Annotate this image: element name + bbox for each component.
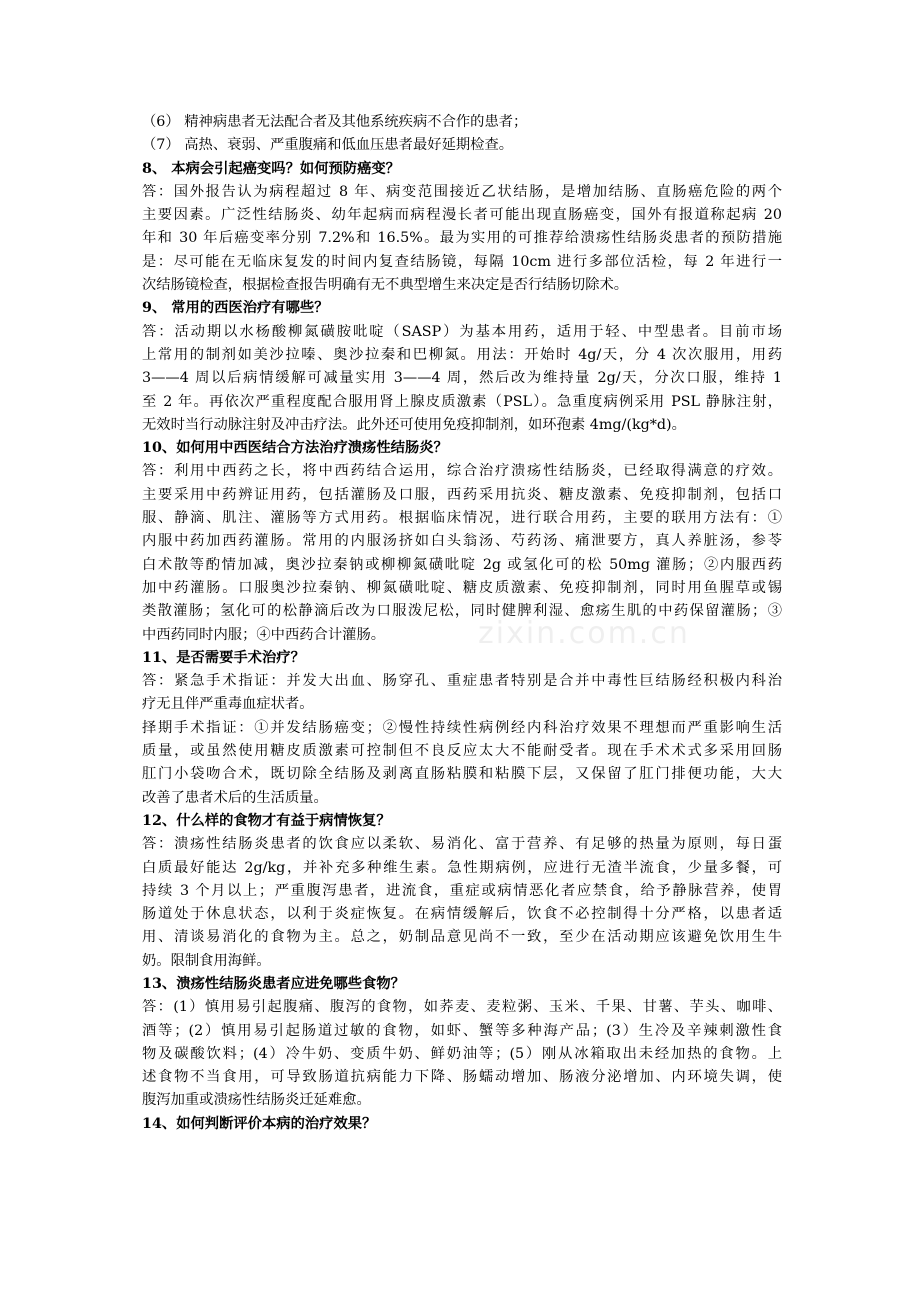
text-line: 3——4 周以后病情缓解可减量实用 3——4 周，然后改为维持量 2g/天，分次口服，维持 1 — [142, 370, 782, 387]
text-line: 改善了患者术后的生活质量。 — [142, 789, 328, 806]
text-line: 类散灌肠；氢化可的松静滴后改为口服泼尼松，同时健脾利湿、愈疡生肌的中药保留灌肠；③ — [142, 603, 782, 620]
text-line: 无效时当行动脉注射及冲击疗法。此外还可使用免疫抑制剂，如环孢素 4mg/(kg*d)。 — [142, 416, 686, 433]
text-line: 疗无且伴严重毒血症状者。 — [142, 696, 314, 713]
text-line: 肠道处于休息状态，以利于炎症恢复。在病情缓解后，饮食不必控制得十分严格，以患者适 — [142, 906, 782, 923]
text-line: 肛门小袋吻合术，既切除全结肠及剥离直肠粘膜和粘膜下层，又保留了肛门排便功能，大大 — [142, 766, 782, 783]
text-line: 答：紧急手术指证：并发大出血、肠穿孔、重症患者特别是合并中毒性巨结肠经积极内科治 — [142, 673, 782, 690]
question-heading: 13、溃疡性结肠炎患者应进免哪些食物？ — [142, 975, 405, 992]
text-line: 加中药灌肠。口服奥沙拉秦钠、柳氮磺吡啶、糖皮质激素、免疫抑制剂，同时用鱼腥草或锡 — [142, 579, 782, 596]
question-heading: 12、什么样的食物才有益于病情恢复？ — [142, 812, 391, 829]
text-line: 上常用的制剂如美沙拉嗪、奥沙拉秦和巴柳氮。用法：开始时 4g/天，分 4 次次服用，用药 — [142, 346, 782, 363]
question-heading: 10、如何用中西医结合方法治疗溃疡性结肠炎？ — [142, 440, 448, 457]
text-line: 用、清谈易消化的食物为主。总之，奶制品意见尚不一致，至少在活动期应该避免饮用生牛 — [142, 929, 782, 946]
text-line: 中西药同时内服；④中西药合计灌肠。 — [142, 626, 386, 643]
text-line: 答：活动期以水杨酸柳氮磺胺吡啶（SASP）为基本用药，适用于轻、中型患者。目前市场 — [142, 323, 782, 340]
text-line: 酒等；(2）慎用易引起肠道过敏的食物，如虾、蟹等多种海产品；(3）生冷及辛辣刺激性食 — [142, 1022, 782, 1039]
question-heading: 11、是否需要手术治疗？ — [142, 649, 305, 666]
text-line: 主要采用中药辨证用药，包括灌肠及口服，西药采用抗炎、糖皮激素、免疫抑制剂，包括口 — [142, 486, 782, 503]
text-line: （7） 高热、衰弱、严重腹痛和低血压患者最好延期检查。 — [142, 137, 514, 154]
text-line: 答：溃疡性结肠炎患者的饮食应以柔软、易消化、富于营养、有足够的热量为原则，每日蛋 — [142, 836, 782, 853]
text-line: （6） 精神病患者无法配合者及其他系统疾病不合作的患者； — [142, 114, 528, 130]
text-line: 年和 30 年后癌变率分别 7.2%和 16.5%。最为实用的可推荐给溃疡性结肠炎患者的预防措施 — [142, 230, 782, 247]
text-line: 物及碳酸饮料；(4）冷牛奶、变质牛奶、鲜奶油等；(5）刚从冰箱取出未经加热的食物。上 — [142, 1045, 782, 1062]
text-line: 主要因素。广泛性结肠炎、幼年起病而病程漫长者可能出现直肠癌变，国外有报道称起病 20 — [142, 207, 782, 224]
text-line: 择期手术指证：①并发结肠癌变；②慢性持续性病例经内科治疗效果不理想而严重影响生活 — [142, 719, 782, 736]
text-line: 腹泻加重或溃疡性结肠炎迁延难愈。 — [142, 1092, 371, 1109]
text-line: 答：(1）慎用易引起腹痛、腹泻的食物，如荞麦、麦粒粥、玉米、千果、甘薯、芋头、咖啡、 — [142, 999, 782, 1016]
text-line: 述食物不当食用，可导致肠道抗病能力下降、肠蠕动增加、肠液分泌增加、内环境失调，使 — [142, 1069, 782, 1086]
text-line: 白质最好能达 2g/kg，并补充多种维生素。急性期病例，应进行无渣半流食，少量多餐，可 — [142, 859, 782, 876]
text-line: 至 2 年。再依次严重程度配合服用肾上腺皮质激素（PSL）。急重度病例采用 PSL 静脉注射， — [142, 393, 782, 410]
text-line: 质量，或虽然使用糖皮质激素可控制但不良反应太大不能耐受者。现在手术术式多采用回肠 — [142, 743, 782, 760]
text-line: 答：利用中西药之长，将中西药结合运用，综合治疗溃疡性结肠炎，已经取得满意的疗效。 — [142, 463, 782, 480]
text-line: 服、静滴、肌注、灌肠等方式用药。根据临床情况，进行联合用药，主要的联用方法有：① — [142, 510, 782, 527]
question-heading: 9、 常用的西医治疗有哪些？ — [142, 300, 329, 317]
watermark-text: zixin.com.cn — [478, 616, 690, 651]
question-heading: 14、如何判断评价本病的治疗效果？ — [142, 1115, 377, 1132]
text-line: 答：国外报告认为病程超过 8 年、病变范围接近乙状结肠，是增加结肠、直肠癌危险的两个 — [142, 183, 782, 200]
text-line: 是：尽可能在无临床复发的时间内复查结肠镜，每隔 10cm 进行多部位活检，每 2 年进行一 — [142, 253, 782, 270]
question-heading: 8、 本病会引起癌变吗？如何预防癌变？ — [142, 160, 400, 177]
text-line: 奶。限制食用海鲜。 — [142, 952, 271, 969]
text-line: 持续 3 个月以上；严重腹泻患者，进流食，重症或病情恶化者应禁食，给予静脉营养，使胃 — [142, 882, 782, 899]
document-page — [142, 111, 782, 1136]
text-line: 次结肠镜检查，根据检查报告明确有无不典型增生来决定是否行结肠切除术。 — [142, 277, 629, 294]
text-line: 内服中药加西药灌肠。常用的内服汤挤如白头翁汤、芍药汤、痛泄要方，真人养脏汤，参苓 — [142, 533, 782, 550]
text-line: 白术散等酌情加减，奥沙拉秦钠或柳柳氮磺吡啶 2g 或氢化可的松 50mg 灌肠；②内服西药 — [142, 556, 782, 573]
